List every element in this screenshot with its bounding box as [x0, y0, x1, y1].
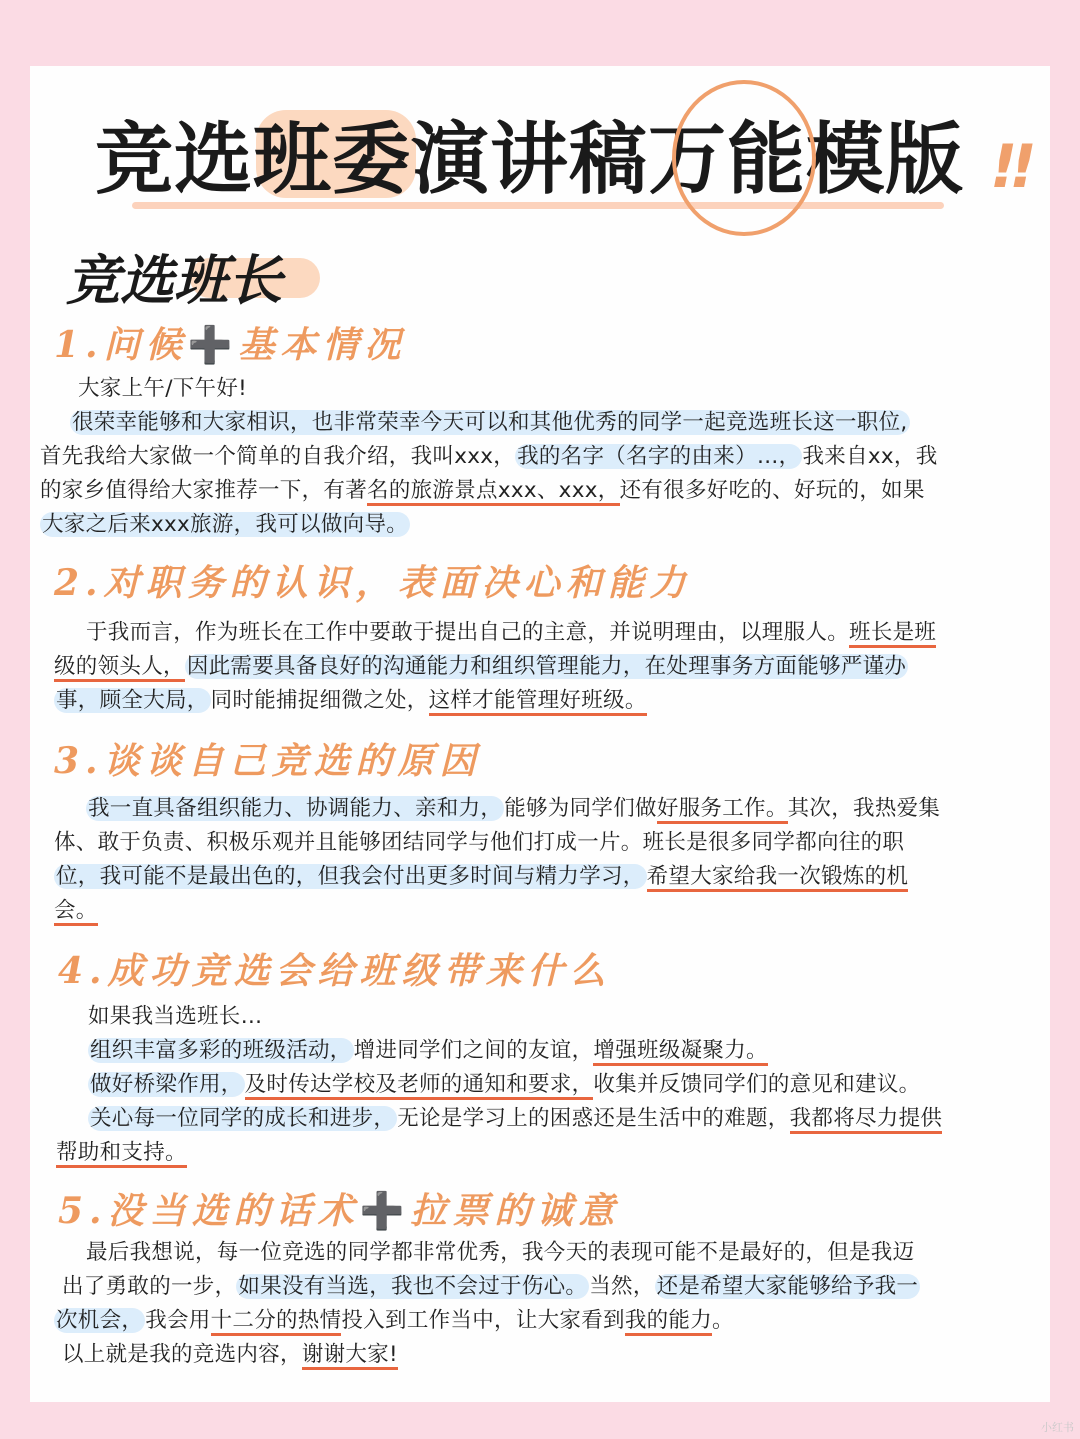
section-1-line [40, 440, 938, 474]
title-area [0, 110, 1080, 220]
title-circle-mark [672, 80, 816, 236]
highlight-text: 如果没有当选，我也不会过于伤心。 [238, 1274, 588, 1299]
section-5-line [54, 1304, 734, 1338]
section-2-line [54, 684, 647, 718]
highlight-text: 做好桥梁作用， [90, 1072, 243, 1097]
section-5-line [62, 1338, 398, 1372]
highlight-text: 很荣幸能够和大家相识，也非常荣幸今天可以和其他优秀的同学一起竞选班长这一职位, [72, 410, 908, 435]
page-title: 竞选班委演讲稿万能模版 [95, 115, 965, 205]
underline-text: 级的领头人， [54, 654, 185, 682]
section-1-line [70, 406, 910, 440]
plain-text: 当然， [589, 1274, 655, 1299]
plain-text: 能够为同学们做 [504, 796, 657, 821]
section-4-line: 如果我当选班长… [88, 1004, 263, 1029]
section-3-line [54, 860, 908, 894]
section-3-line [86, 792, 940, 826]
section-2-line [54, 650, 908, 684]
highlight-text: 组织丰富多彩的班级活动， [90, 1038, 352, 1063]
plain-text: 其次，我热爱集 [787, 796, 941, 821]
underline-text: 这样才能管理好班级。 [429, 688, 647, 716]
section-1-line: 大家上午/下午好! [78, 376, 248, 401]
plain-text: 的家乡值得给大家推荐一下，有著 [40, 478, 368, 503]
section-5-heading-a: 5.没当选的话术 [58, 1190, 360, 1232]
section-3-line [54, 894, 98, 928]
plain-text: 于我而言，作为班长在工作中要敢于提出自己的主意，并说明理由，以理服人。 [86, 620, 850, 645]
plain-text: 投入到工作当中，让大家看到 [341, 1308, 625, 1333]
section-5-heading-b: 拉票的诚意 [410, 1190, 621, 1232]
section-4-line [88, 1102, 942, 1136]
plain-text: 同时能捕捉细微之处， [210, 688, 429, 713]
section-5-line [62, 1270, 920, 1304]
highlight-text: 大家之后来xxx旅游，我可以做向导。 [42, 512, 409, 537]
plain-text: 我会用 [145, 1308, 211, 1333]
watermark: 小红书 [1041, 1421, 1074, 1434]
section-5-heading [58, 1188, 620, 1234]
plain-text: 。 [712, 1308, 734, 1333]
plain-text: 收集并反馈同学们的意见和建议。 [593, 1072, 921, 1097]
section-subtitle: 竞选班长 [66, 248, 282, 312]
highlight-text: 我一直具备组织能力、协调能力、亲和力， [88, 796, 503, 821]
plus-icon: ➕ [359, 1190, 411, 1232]
plain-text: 无论是学习上的困惑还是生活中的难题， [397, 1106, 790, 1131]
section-1-line [40, 508, 410, 542]
plain-text: 首先我给大家做一个简单的自我介绍，我叫xxx， [40, 444, 516, 469]
underline-text: 及时传达学校及老师的通知和要求， [245, 1072, 594, 1100]
underline-text: 名的旅游景点xxx、xxx， [367, 478, 620, 506]
section-2-heading: 2.对职务的认识，表面决心和能力 [54, 562, 692, 604]
underline-text: 谢谢大家! [302, 1342, 398, 1370]
underline-text: 我都将尽力提供 [790, 1106, 943, 1134]
section-1-line [40, 474, 925, 508]
highlight-text: 关心每一位同学的成长和进步， [90, 1106, 396, 1131]
highlight-text: 事，顾全大局， [56, 688, 209, 713]
highlight-text: 次机会， [56, 1308, 144, 1333]
plain-text: 增进同学们之间的友谊， [353, 1038, 594, 1063]
section-3-heading: 3.谈谈自己竞选的原因 [54, 740, 482, 782]
underline-text: 希望大家给我一次锻炼的机 [647, 864, 909, 892]
underline-text: 会。 [54, 898, 98, 926]
plain-text: 出了勇敢的一步， [62, 1274, 237, 1299]
plain-text: 以上就是我的竞选内容， [62, 1342, 302, 1367]
title-exclaim: !! [990, 132, 1029, 202]
section-5-line: 最后我想说，每一位竞选的同学都非常优秀，我今天的表现可能不是最好的，但是我迈 [86, 1240, 915, 1265]
highlight-text: 位，我可能不是最出色的，但我会付出更多时间与精力学习， [56, 864, 645, 889]
plain-text: 还有很多好吃的、好玩的，如果 [619, 478, 925, 503]
highlight-text: 我的名字（名字的由来）…， [517, 444, 801, 469]
section-3-line: 体、敢于负责、积极乐观并且能够团结同学与他们打成一片。班长是很多同学都向往的职 [54, 830, 905, 855]
section-1-heading [54, 322, 406, 368]
plus-icon: ➕ [187, 324, 239, 366]
underline-text: 好服务工作。 [657, 796, 788, 824]
section-4-line [56, 1136, 187, 1170]
section-4-heading: 4.成功竞选会给班级带来什么 [58, 950, 612, 992]
section-2-line [86, 616, 936, 650]
highlight-text: 还是希望大家能够给予我一 [656, 1274, 919, 1299]
underline-text: 帮助和支持。 [56, 1140, 187, 1168]
underline-text: 班长是班 [849, 620, 936, 648]
underline-text: 增强班级凝聚力。 [593, 1038, 767, 1066]
section-1-heading-b: 基本情况 [238, 324, 407, 366]
underline-text: 十二分的热情 [211, 1308, 342, 1336]
plain-text: 我来自xx，我 [802, 444, 938, 469]
section-4-line [88, 1068, 920, 1102]
section-4-line [88, 1034, 768, 1068]
highlight-text: 因此需要具备良好的沟通能力和组织管理能力，在处理事务方面能够严谨办 [186, 654, 907, 679]
section-1-heading-a: 1.问候 [54, 324, 188, 366]
underline-text: 我的能力 [625, 1308, 712, 1336]
